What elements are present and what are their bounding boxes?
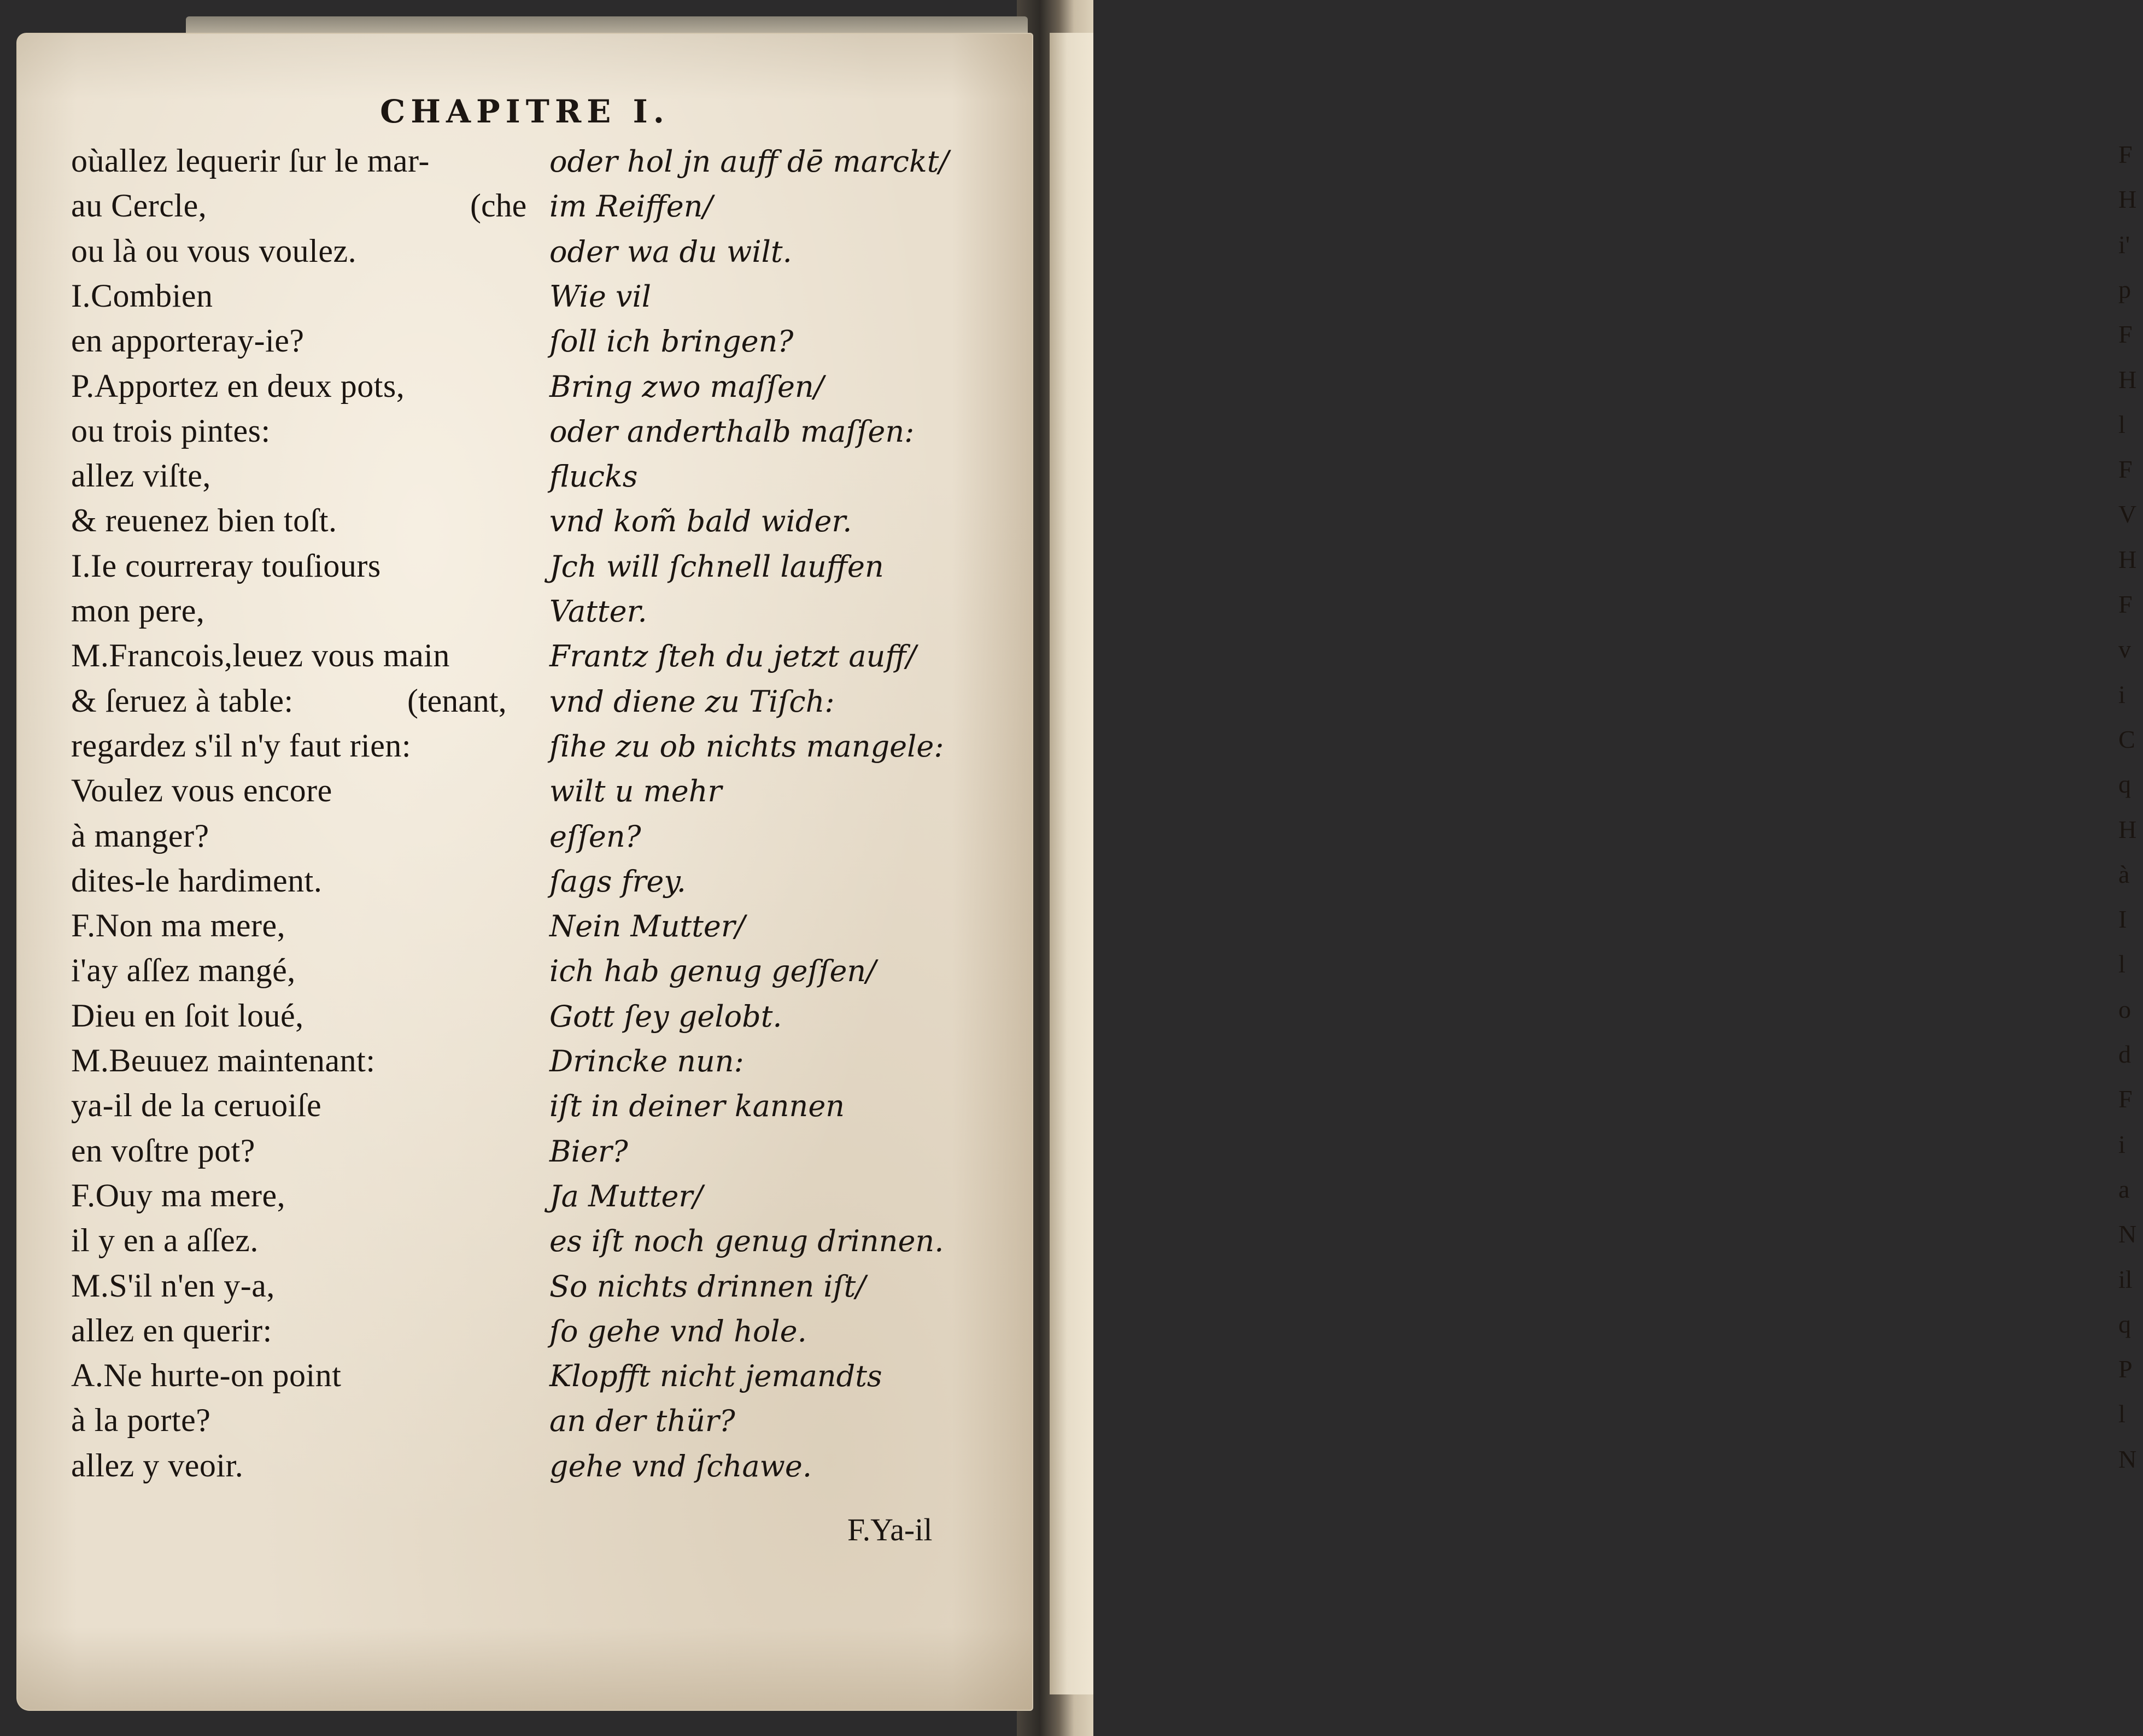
french-line: ya-il de la ceruoiſe	[71, 1087, 322, 1124]
next-page-letter: l	[2118, 1400, 2126, 1428]
german-line: es iſt noch genug drinnen.	[549, 1224, 944, 1259]
french-line: ou là ou vous voulez.	[71, 232, 357, 269]
german-line: Gott ſey gelobt.	[549, 999, 782, 1034]
german-line: Klopfft nicht jemandts	[549, 1359, 882, 1394]
next-page-letter: i	[2118, 680, 2126, 708]
next-page	[1050, 33, 2137, 1694]
next-page-letter: i'	[2118, 230, 2130, 259]
next-page-letter: H	[2118, 185, 2137, 214]
next-page-letter: F	[2118, 140, 2133, 168]
next-page-letter: l	[2118, 410, 2126, 438]
german-line: vnd diene zu Tiſch:	[549, 684, 835, 719]
french-line: M.S'il n'en y-a,	[71, 1267, 275, 1304]
next-page-edge-text	[2118, 142, 2143, 1509]
french-line: au Cercle,	[71, 187, 207, 224]
french-line: Voulez vous encore	[71, 772, 332, 809]
french-line: F.Ouy ma mere,	[71, 1177, 286, 1213]
german-line: im Reiffen/	[549, 189, 713, 224]
french-line: ou trois pintes:	[71, 412, 271, 449]
french-line: allez y veoir.	[71, 1447, 244, 1483]
next-page-letter: q	[2118, 770, 2131, 799]
german-line: ſoll ich bringen?	[549, 324, 794, 359]
german-line: Nein Mutter/	[549, 909, 745, 944]
french-line: à manger?	[71, 817, 209, 854]
french-line: I.Ie courreray touſiours	[71, 547, 381, 584]
next-page-letter: i	[2118, 1130, 2126, 1158]
german-line: ich hab genug geſſen/	[549, 954, 876, 989]
german-line: eſſen?	[549, 819, 641, 854]
french-line: regardez s'il n'y faut rien:	[71, 727, 412, 764]
french-line: en apporteray-ie?	[71, 322, 305, 359]
next-page-letter: l	[2118, 950, 2126, 978]
german-line: iſt in deiner kannen	[549, 1089, 845, 1124]
next-page-letter: a	[2118, 1175, 2130, 1203]
german-line: Frantz ſteh du jetzt auff/	[549, 639, 916, 674]
german-line: gehe vnd ſchawe.	[549, 1448, 812, 1483]
next-page-letter: q	[2118, 1310, 2131, 1338]
german-line: flucks	[549, 459, 638, 494]
german-line: Vatter.	[549, 594, 647, 629]
next-page-letter: o	[2118, 995, 2131, 1023]
chapter-header: CHAPITRE I.	[380, 93, 670, 130]
page	[16, 33, 1033, 1711]
next-page-letter: V	[2118, 500, 2137, 529]
german-line: Bier?	[549, 1134, 628, 1169]
next-page-letter: C	[2118, 725, 2135, 753]
next-page-letter: v	[2118, 635, 2131, 664]
french-line: i'ay aſſez mangé,	[71, 952, 296, 989]
german-line: ſihe zu ob nichts mangele:	[549, 729, 944, 764]
german-line: So nichts drinnen iſt/	[549, 1269, 866, 1304]
german-line: vnd kom̃ bald wider.	[549, 504, 852, 539]
french-line: en voſtre pot?	[71, 1132, 255, 1169]
german-line: an der thür?	[549, 1404, 735, 1439]
next-page-letter: il	[2118, 1265, 2133, 1293]
french-line: A.Ne hurte-on point	[71, 1357, 342, 1394]
french-line: oùallez lequerir ſur le mar-	[71, 143, 430, 179]
next-page-letter: N	[2118, 1220, 2137, 1248]
next-page-letter: à	[2118, 860, 2130, 888]
french-line: F.Non ma mere,	[71, 907, 286, 944]
german-line: Ja Mutter/	[549, 1178, 703, 1213]
german-line: Wie vil	[549, 279, 651, 314]
german-line: oder hol jn auff dē marckt/	[549, 144, 949, 179]
next-page-letter: P	[2118, 1355, 2133, 1383]
next-page-letter: F	[2118, 1085, 2133, 1113]
next-page-letter: H	[2118, 545, 2137, 573]
next-page-letter: p	[2118, 275, 2131, 303]
french-line: & reuenez bien toſt.	[71, 502, 337, 539]
french-line: M.Francois,leuez vous main	[71, 637, 450, 674]
french-line: P.Apportez en deux pots,	[71, 367, 405, 404]
next-page-letter: H	[2118, 815, 2137, 843]
french-line: I.Combien	[71, 277, 213, 314]
french-line-continuation: (che	[470, 187, 527, 224]
french-line: allez en querir:	[71, 1312, 272, 1348]
next-page-letter: F	[2118, 590, 2133, 618]
next-page-letter: N	[2118, 1445, 2137, 1473]
catchword: F.Ya-il	[847, 1512, 933, 1547]
german-line: ſo gehe vnd hole.	[549, 1313, 807, 1348]
next-page-letter: I	[2118, 905, 2127, 934]
french-line: il y en a aſſez.	[71, 1222, 259, 1259]
german-line: Drincke nun:	[549, 1044, 744, 1078]
next-page-letter: d	[2118, 1040, 2131, 1068]
german-line: ſags frey.	[549, 864, 686, 899]
french-line: M.Beuuez maintenant:	[71, 1042, 376, 1078]
german-line: oder anderthalb maſſen:	[549, 414, 915, 449]
french-line-continuation: (tenant,	[407, 682, 507, 719]
french-line: mon pere,	[71, 593, 205, 629]
french-line: dites-le hardiment.	[71, 862, 323, 899]
french-line: à la porte?	[71, 1402, 211, 1439]
next-page-letter: F	[2118, 320, 2133, 349]
french-line: allez viſte,	[71, 458, 211, 494]
german-line: Bring zwo maſſen/	[549, 369, 824, 404]
next-page-letter: F	[2118, 455, 2133, 484]
text-lines	[16, 33, 1033, 1711]
french-line: Dieu en ſoit loué,	[71, 997, 304, 1034]
german-line: wilt u mehr	[549, 774, 722, 809]
german-line: Jch will ſchnell lauffen	[549, 549, 884, 584]
next-page-letter: H	[2118, 365, 2137, 394]
german-line: oder wa du wilt.	[549, 234, 792, 269]
french-line: & ſeruez à table:	[71, 682, 294, 719]
